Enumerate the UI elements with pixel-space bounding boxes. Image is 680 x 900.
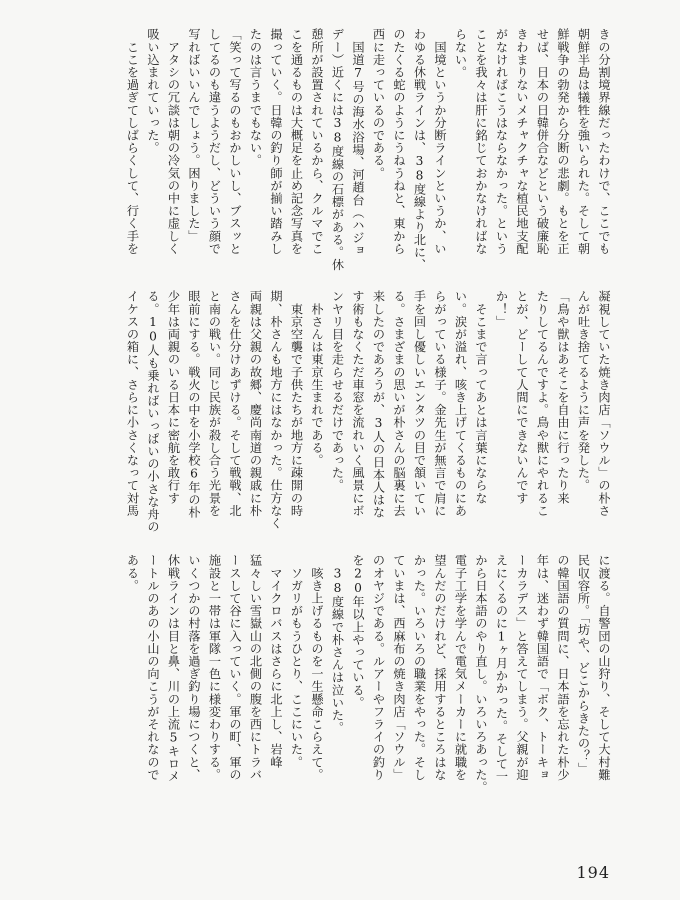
page-number: 194: [576, 863, 610, 882]
text-tier-middle: 凝視していた焼き肉店「ソウル」の朴さ んが吐き捨てるように声を発した。 「鳥や獣はあそこを自由に行ったり来 たりしてるんですよ。鳥や獣にやれるこ とが、どーして人間にできないんです か！」 そこまで言ってあとは言葉にならな い。涙が溢れ、咳き上げてくるものにあ らがっている様子。金先生が無言で肩に 手を回し優しいエンタツの目で頷いてい る。さまざまの思いが朴さんの脳裏に去 来したのであろうが、3人の日本人はな す術もなくただ車窓を流れいく風景にボ ンヤリ目を走らせるだけであった。 朴さんは東京生まれである。 東京空襲で子供たちが地方に疎開の時 期、朴さんも地方にはなかった。仕方なく 両親は父親の故郷、慶尚南道の親戚に朴 さんを仕分けあずける。そして戦戦、北 と南の戦い。同じ民族が殺し合う光景を 眼前にする。戦火の中を小学校6年の朴 少年は両親のいる日本に密航を敢行す る。10人も乗ればいっぱいの小さな舟の イケスの箱に、さらに小さくなって対馬: [125, 290, 611, 533]
text-tier-bottom: に渡る。自警団の山狩り、そして大村難 民収容所。「坊や、どこからきたの？」 の韓国語の質問に、日本語を忘れた朴少 年は、迷わず韓国語で「ボク、トーキョ ーカラデス」と答えてしまう。父親が迎 えにくるのに1ヶ月かかった。そして一 から日本語のやり直し。いろいろあった。 電子工学を学んで電気メーカーに就職を 望んだのだけれど、採用するところはな かった。いろいろの職業をやった。そし ていまは、西麻布の焼き肉店「ソウル」 のオヤジである。ルアーやフライの釣り を20年以上やっている。 38度線で朴さんは泣いた。 咳き上げるものを一生懸命こらえて。 ソガリがもうひとり、ここにいた。 マイクロバスはさらに北上し、岩峰 猛々しい雪嶽山の北側の腹を西にトラバ ースして谷に入っていく。軍の町、軍の 施設と一帯は軍隊一色に様変わりする。 いくつかの村落を過ぎ釣り場につくと、 休戦ラインは目と鼻、川の上流5キロメ ートルのあの小山の向こうがそれなので ある。: [125, 554, 611, 794]
text-tier-top: きの分割境界線だったわけで、ここでも 朝鮮半島は犠牲を強いられた。そして朝 鮮戦争の勃発から分断の悲劇。もとを正 せば、日本の日韓併合などという破廉恥 きわまりないメチャクチャな植民地支配 がなければこうはならなかった。という ことを我々は肝に銘じておかなければな らない。 国境というか分断ラインというか、い わゆる休戦ラインは、38度線より北に、 のたくる蛇のようにうねうねと、東から 西に走っているのである。 国道7号の海水浴場、河趙台（ハジョ デー）近くには38度線の石標がある。休 憩所が設置されているから、クルマでこ こを通るものは大概足を止め記念写真を 撮っていく。日韓の釣り師が揃い踏みし たのは言うまでもない。 「笑って写るのもおかしいし、ブスッと してるのも違うようだし、どういう顔で 写ればいいんでしょう。困りました」 アタシの冗談は朝の冷気の中に虚しく 吸い込まれていった。 ここを過ぎてしばらくして、行く手を: [125, 28, 611, 271]
